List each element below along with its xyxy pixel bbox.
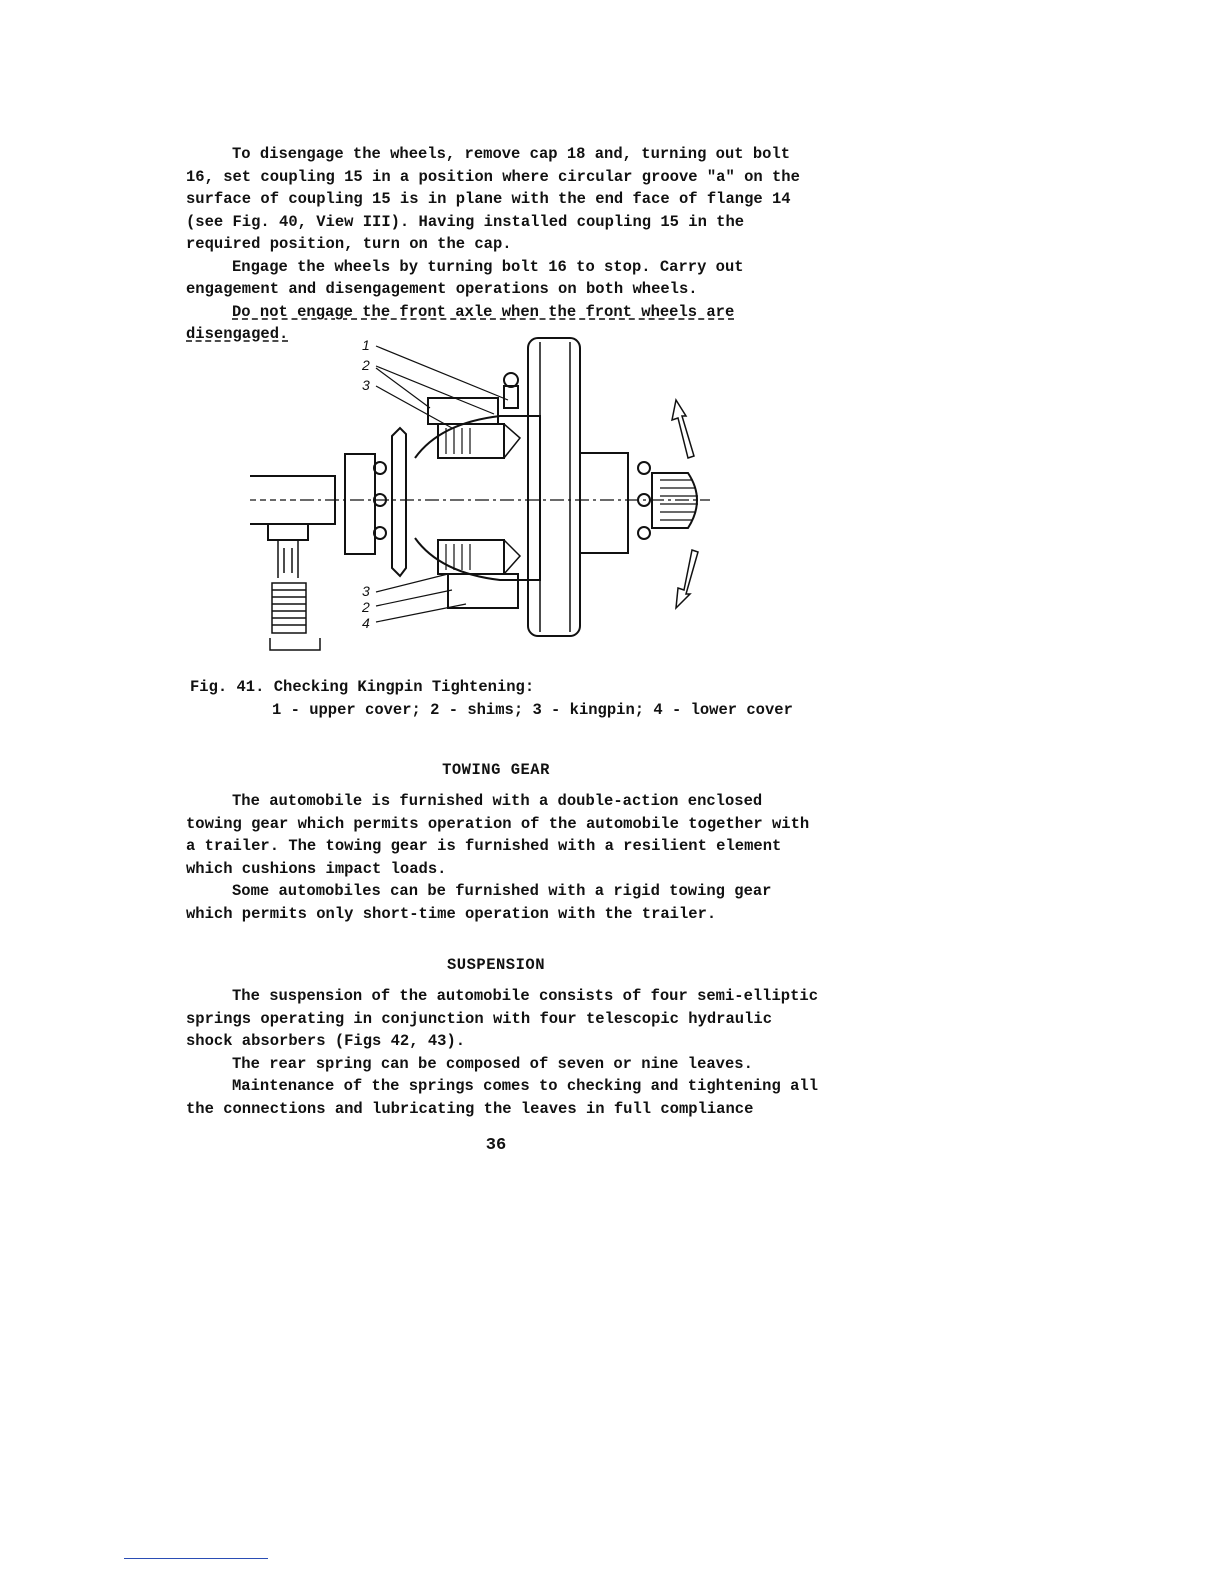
rotation-arrow-down-icon <box>676 550 698 608</box>
suspension-paragraph-1: The suspension of the automobile consists of four semi-elliptic springs operating in conjunction with four telescopic hydraulic shock absorbers (Figs 42, 43). <box>186 987 818 1050</box>
caption-title: Fig. 41. Checking Kingpin Tightening: <box>190 678 535 696</box>
top-callout-leaders <box>376 346 508 428</box>
wheel-hub <box>580 453 628 553</box>
suspension-paragraph-2: The rear spring can be composed of seven or nine leaves. <box>232 1054 753 1073</box>
intro-paragraph-1: To disengage the wheels, remove cap 18 and, turning out bolt 16, set coupling 15 in a position where circular groove "a" on the surface of coupling 15 is in plane with the end face of flange 14 (see Fig. 40, View III). Having installed coupling 15 in the required position, turn on the cap. <box>186 145 800 253</box>
callout-bottom-2: 2 <box>362 599 370 615</box>
callout-top-1: 1 <box>362 337 370 353</box>
suspension-paragraph-3: Maintenance of the springs comes to checking and tightening all the connections and lubricating the leaves in full compliance <box>186 1077 818 1118</box>
caption-legend: 1 - upper cover; 2 - shims; 3 - kingpin; 4 - lower cover <box>272 701 793 719</box>
flange <box>345 454 375 554</box>
brake-drum <box>528 338 580 636</box>
footnote-rule <box>124 1558 268 1559</box>
callout-bottom-4: 4 <box>362 615 370 631</box>
suspension-section <box>186 985 826 1120</box>
page-number: 36 <box>485 1136 507 1155</box>
steering-knuckle <box>415 416 540 580</box>
towing-paragraph-1: The automobile is furnished with a double-action enclosed towing gear which permits operation of the automobile together with a trailer. The towing gear is furnished with a resilient element which cushions impact loads. <box>186 792 810 878</box>
callout-top-3: 3 <box>362 377 370 393</box>
suspension-heading: SUSPENSION <box>446 956 545 974</box>
figure-caption <box>190 676 810 722</box>
callout-bottom-3: 3 <box>362 583 370 599</box>
kingpin-drawing <box>240 328 740 668</box>
rotation-arrow-up-icon <box>672 400 694 458</box>
bottom-callout-leaders <box>376 574 466 622</box>
steering-arm <box>268 524 308 540</box>
backing-plate <box>392 428 406 576</box>
kingpin-figure <box>240 328 740 668</box>
spring-coil <box>270 583 320 650</box>
lower-kingpin-assembly <box>438 540 520 608</box>
intro-section <box>186 143 826 346</box>
towing-heading: TOWING GEAR <box>442 761 550 779</box>
towing-paragraph-2: Some automobiles can be furnished with a rigid towing gear which permits only short-time operation with the trailer. <box>186 882 772 923</box>
intro-paragraph-2: Engage the wheels by turning bolt 16 to stop. Carry out engagement and disengagement operations on both wheels. <box>186 257 744 298</box>
towing-section <box>186 790 826 925</box>
callout-top-2: 2 <box>362 357 370 373</box>
warning-underlined: Do not engage the front axle when the front wheels are disengaged. <box>186 302 735 343</box>
